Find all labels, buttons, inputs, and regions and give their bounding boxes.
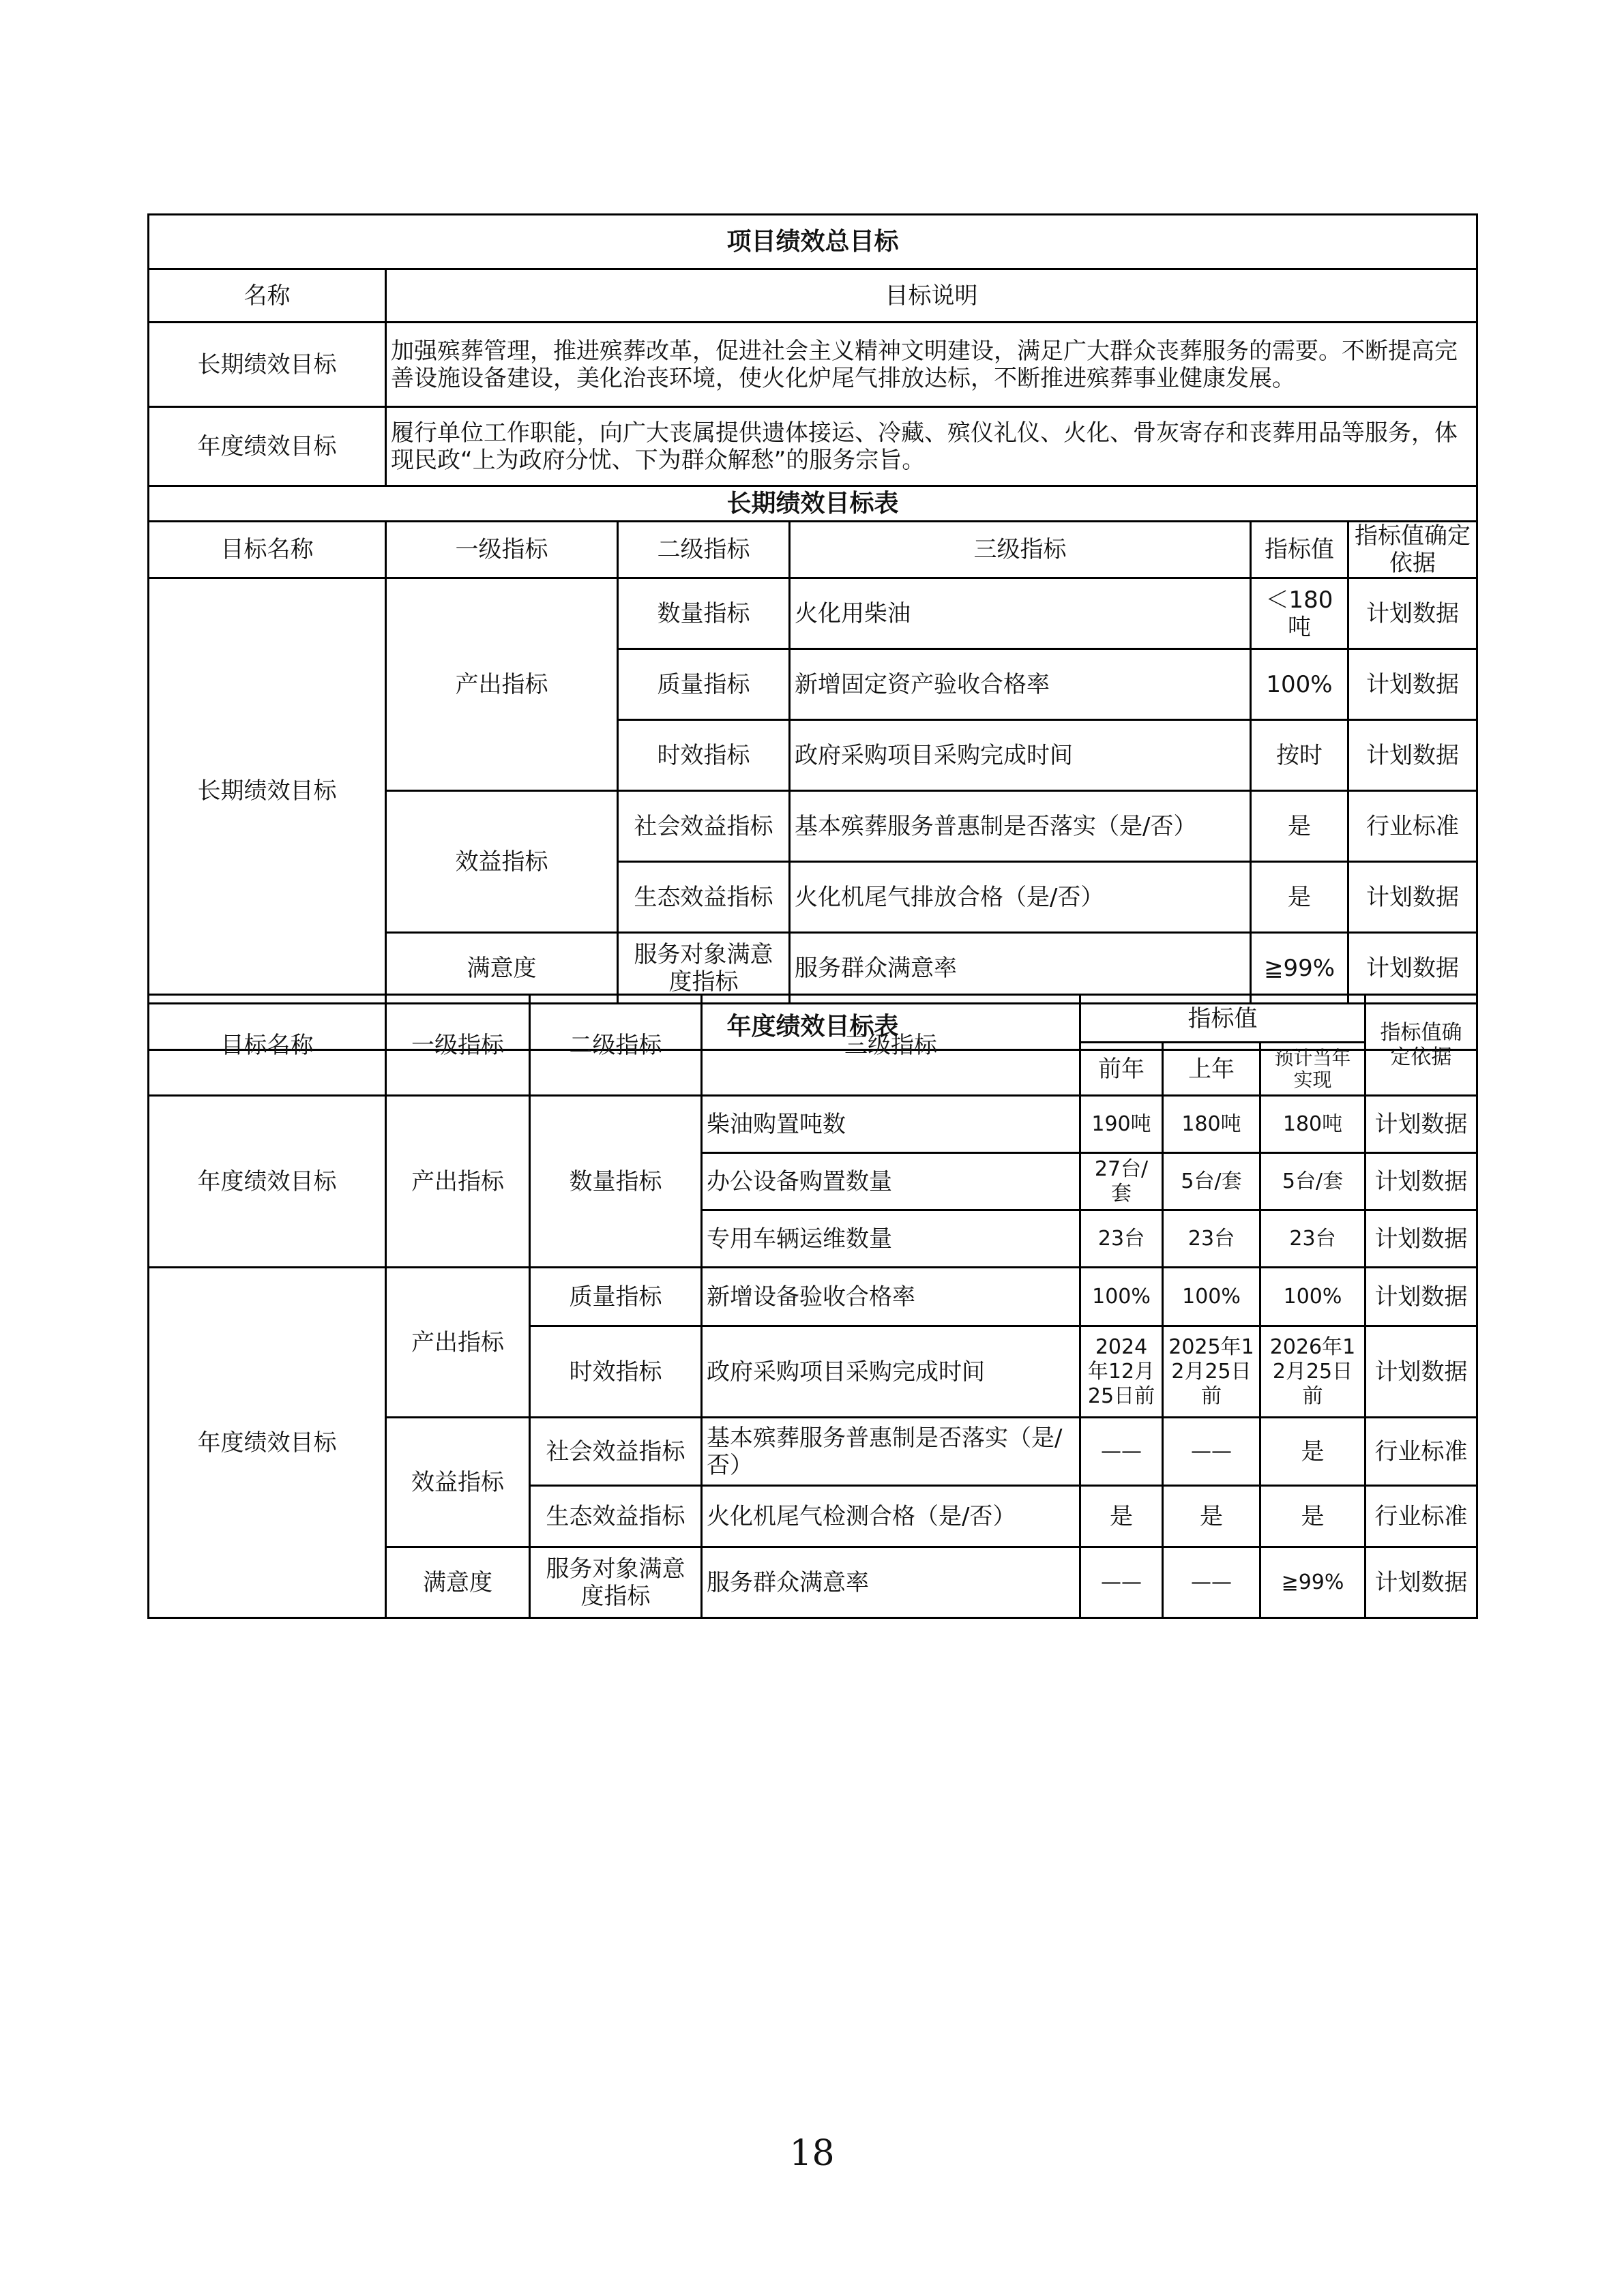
longterm-group-benefit: 效益指标 — [386, 791, 618, 933]
table-cell: 23台 — [1080, 1210, 1163, 1268]
table-cell: 火化机尾气检测合格（是/否） — [702, 1486, 1080, 1547]
annual-group-output-2: 产出指标 — [386, 1268, 530, 1418]
table-cell: 政府采购项目采购完成时间 — [702, 1326, 1080, 1418]
table-cell: 计划数据 — [1348, 862, 1477, 933]
annual-group-benefit: 效益指标 — [386, 1418, 530, 1547]
table-cell: 新增设备验收合格率 — [702, 1268, 1080, 1326]
table-cell: 5台/套 — [1260, 1153, 1365, 1210]
longterm-group-satisfaction: 满意度 — [386, 933, 618, 1004]
table-cell: 是 — [1251, 791, 1348, 862]
longterm-title: 长期绩效目标表 — [149, 486, 1477, 522]
table-cell: 火化用柴油 — [790, 578, 1251, 649]
table-cell: —— — [1080, 1547, 1163, 1618]
table-cell: 2026年12月25日前 — [1260, 1326, 1365, 1418]
annual-header-prev: 前年 — [1080, 1043, 1163, 1096]
summary-annual-desc: 履行单位工作职能，向广大丧属提供遗体接运、冷藏、殡仪礼仪、火化、骨灰寄存和丧葬用品等服务，体现民政“上为政府分忧、下为群众解愁”的服务宗旨。 — [386, 407, 1477, 486]
table-cell: 5台/套 — [1163, 1153, 1260, 1210]
table-cell: 计划数据 — [1365, 1326, 1477, 1418]
summary-longterm-desc: 加强殡葬管理，推进殡葬改革，促进社会主义精神文明建设，满足广大群众丧葬服务的需要。不断提高完善设施设备建设，美化治丧环境，使火化炉尾气排放达标，不断推进殡葬事业健康发展。 — [386, 323, 1477, 407]
summary-title: 项目绩效总目标 — [149, 215, 1477, 269]
longterm-goal-name: 长期绩效目标 — [149, 578, 386, 1004]
table-cell: 服务对象满意度指标 — [530, 1547, 702, 1618]
table-cell: 柴油购置吨数 — [702, 1096, 1080, 1153]
annual-header-l2: 二级指标 — [530, 995, 702, 1096]
annual-title: 年度绩效目标表 — [149, 1004, 1477, 1050]
table-cell: ≧99% — [1260, 1547, 1365, 1618]
annual-header-last: 上年 — [1163, 1043, 1260, 1096]
table-cell: 是 — [1260, 1418, 1365, 1486]
table-cell: 180吨 — [1260, 1096, 1365, 1153]
table-cell: 27台/套 — [1080, 1153, 1163, 1210]
table-cell: 计划数据 — [1365, 1547, 1477, 1618]
table-cell: 23台 — [1163, 1210, 1260, 1268]
annual-group-quantity: 数量指标 — [530, 1096, 702, 1268]
table-cell: 专用车辆运维数量 — [702, 1210, 1080, 1268]
table-cell: 基本殡葬服务普惠制是否落实（是/否） — [790, 791, 1251, 862]
annual-header-l1: 一级指标 — [386, 995, 530, 1096]
table-cell: 火化机尾气排放合格（是/否） — [790, 862, 1251, 933]
table-cell: 计划数据 — [1348, 933, 1477, 1004]
table-cell: 100% — [1080, 1268, 1163, 1326]
table-cell: 计划数据 — [1348, 578, 1477, 649]
table-cell: 100% — [1163, 1268, 1260, 1326]
table-cell: 服务群众满意率 — [790, 933, 1251, 1004]
table-cell: 100% — [1251, 649, 1348, 720]
annual-header-name: 目标名称 — [149, 995, 386, 1096]
page-number: 18 — [789, 2133, 835, 2174]
longterm-header-value: 指标值 — [1251, 522, 1348, 578]
summary-col-desc: 目标说明 — [386, 269, 1477, 323]
table-cell: 计划数据 — [1365, 1153, 1477, 1210]
table-cell: 按时 — [1251, 720, 1348, 791]
annual-group-output: 产出指标 — [386, 1096, 530, 1268]
table-cell: 时效指标 — [618, 720, 790, 791]
summary-annual-name: 年度绩效目标 — [149, 407, 386, 486]
table-cell: 质量指标 — [530, 1268, 702, 1326]
table-cell: 行业标准 — [1348, 791, 1477, 862]
table-cell: 社会效益指标 — [618, 791, 790, 862]
table-cell: 数量指标 — [618, 578, 790, 649]
annual-header-l3: 三级指标 — [702, 995, 1080, 1096]
table-cell: 计划数据 — [1365, 1268, 1477, 1326]
table-cell: 190吨 — [1080, 1096, 1163, 1153]
table-cell: 行业标准 — [1365, 1486, 1477, 1547]
summary-longterm-table — [147, 213, 1478, 1051]
table-row — [149, 578, 1477, 649]
annual-header-basis: 指标值确定依据 — [1365, 995, 1477, 1096]
table-cell: ＜180吨 — [1251, 578, 1348, 649]
table-cell: 社会效益指标 — [530, 1418, 702, 1486]
table-cell: 100% — [1260, 1268, 1365, 1326]
longterm-header-l3: 三级指标 — [790, 522, 1251, 578]
longterm-group-output: 产出指标 — [386, 578, 618, 791]
summary-col-name: 名称 — [149, 269, 386, 323]
summary-longterm-name: 长期绩效目标 — [149, 323, 386, 407]
table-cell: 是 — [1251, 862, 1348, 933]
annual-goal-name: 年度绩效目标 — [149, 1096, 386, 1268]
table-cell: 计划数据 — [1365, 1096, 1477, 1153]
table-cell: ≧99% — [1251, 933, 1348, 1004]
table-cell: —— — [1080, 1418, 1163, 1486]
annual-header-value: 指标值 — [1080, 995, 1365, 1043]
table-cell: 是 — [1260, 1486, 1365, 1547]
table-cell: 是 — [1163, 1486, 1260, 1547]
annual-table — [147, 994, 1478, 1619]
table-cell: 基本殡葬服务普惠制是否落实（是/否） — [702, 1418, 1080, 1486]
longterm-header-basis: 指标值确定依据 — [1348, 522, 1477, 578]
table-cell: 23台 — [1260, 1210, 1365, 1268]
table-cell: 计划数据 — [1365, 1210, 1477, 1268]
table-cell: 是 — [1080, 1486, 1163, 1547]
table-cell: 180吨 — [1163, 1096, 1260, 1153]
table-cell: 行业标准 — [1365, 1418, 1477, 1486]
table-cell: 生态效益指标 — [530, 1486, 702, 1547]
table-cell: 质量指标 — [618, 649, 790, 720]
table-cell: —— — [1163, 1547, 1260, 1618]
table-row — [149, 1268, 1477, 1326]
table-cell: 计划数据 — [1348, 649, 1477, 720]
annual-group-satisfaction: 满意度 — [386, 1547, 530, 1618]
annual-header-expected: 预计当年实现 — [1260, 1043, 1365, 1096]
longterm-header-l2: 二级指标 — [618, 522, 790, 578]
table-cell: 生态效益指标 — [618, 862, 790, 933]
table-cell: 新增固定资产验收合格率 — [790, 649, 1251, 720]
table-cell: 办公设备购置数量 — [702, 1153, 1080, 1210]
table-cell: 计划数据 — [1348, 720, 1477, 791]
table-cell: 服务对象满意度指标 — [618, 933, 790, 1004]
annual-goal-name-2: 年度绩效目标 — [149, 1268, 386, 1618]
longterm-header-l1: 一级指标 — [386, 522, 618, 578]
table-row — [149, 1096, 1477, 1153]
table-cell: —— — [1163, 1418, 1260, 1486]
table-cell: 时效指标 — [530, 1326, 702, 1418]
table-cell: 服务群众满意率 — [702, 1547, 1080, 1618]
table-cell: 2025年12月25日前 — [1163, 1326, 1260, 1418]
table-cell: 2024年12月25日前 — [1080, 1326, 1163, 1418]
longterm-header-name: 目标名称 — [149, 522, 386, 578]
table-cell: 政府采购项目采购完成时间 — [790, 720, 1251, 791]
